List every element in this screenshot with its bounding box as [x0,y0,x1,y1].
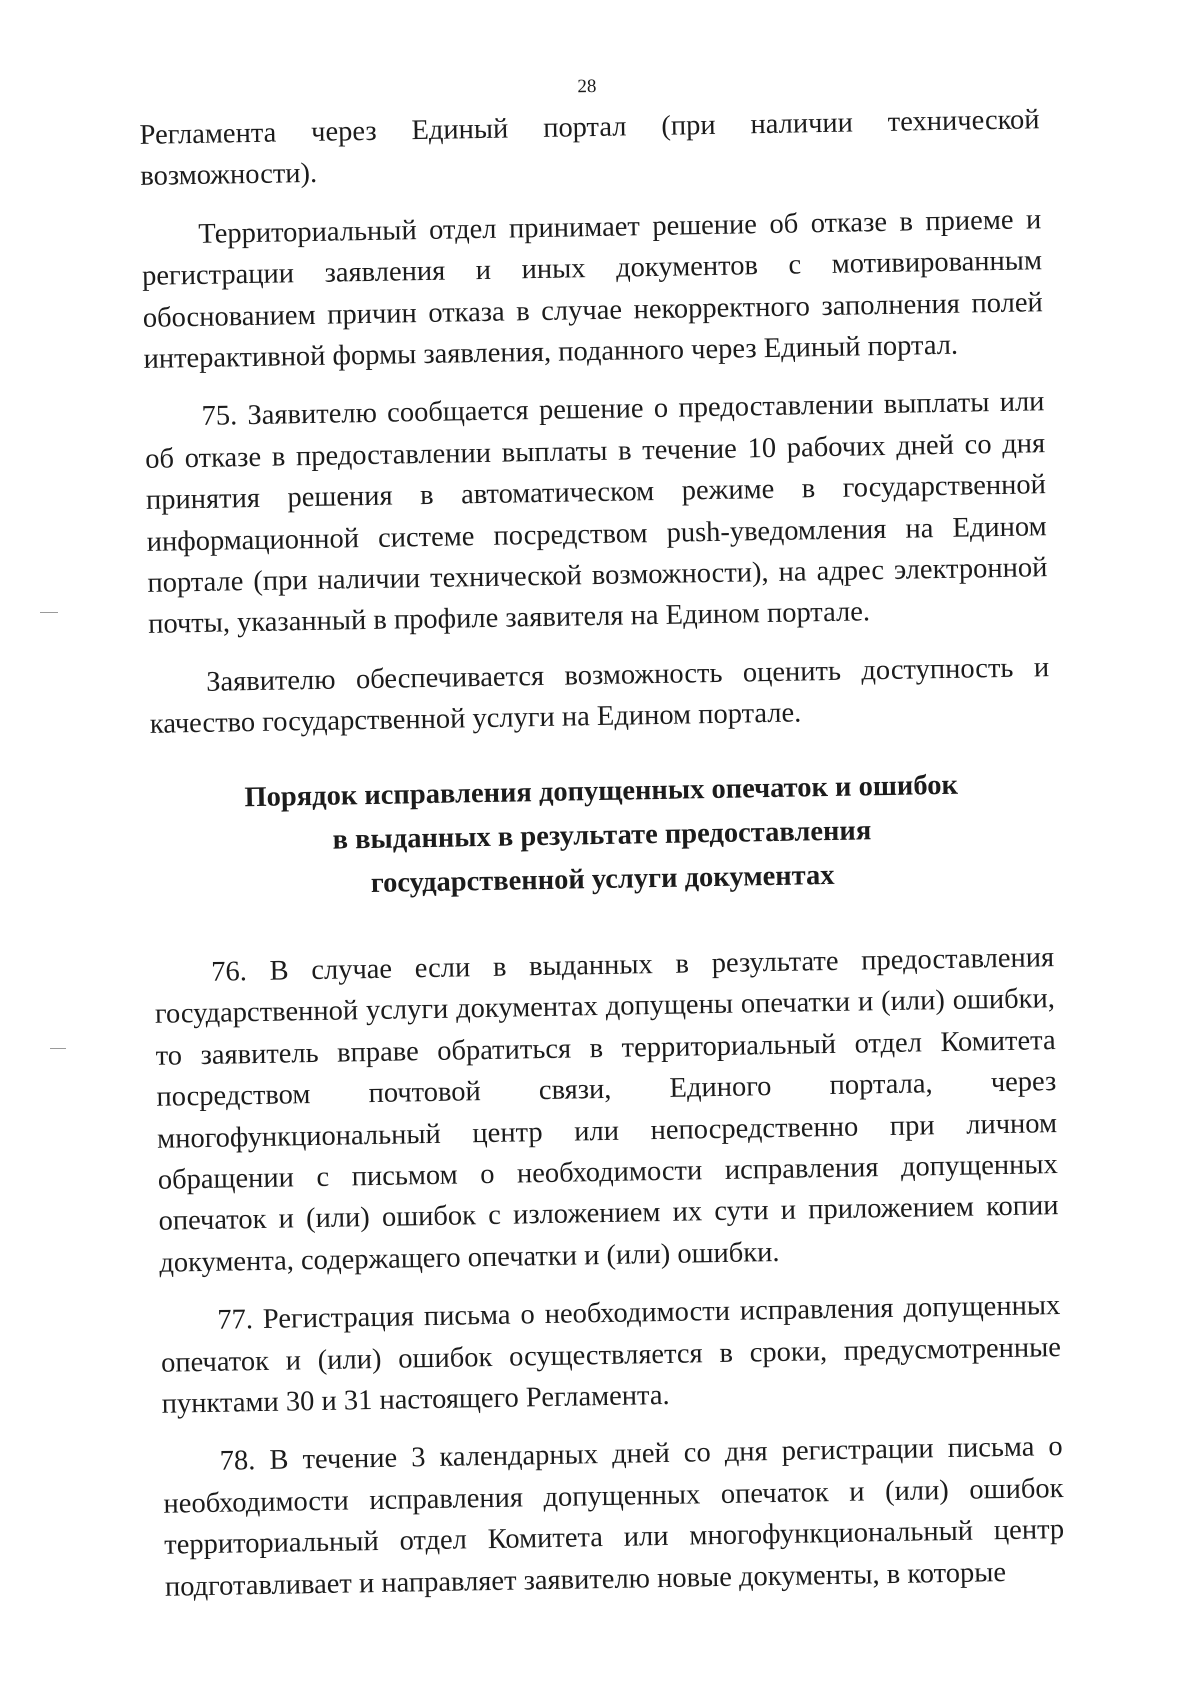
paragraph: 75. Заявителю сообщается решение о предоставлении выплаты или об отказе в предоставлении выплаты в течение 10 рабочих дней со дня принятия решения в автоматическом режиме в государственной информационной системе посредством push-уведомления на Едином портале (при наличии технической возможности), на адрес электронной почты, указанный в профиле заявителя на Едином портале. [145,386,1048,641]
paragraph: Территориальный отдел принимает решение об отказе в приеме и регистрации заявления и иных документов с мотивированным обоснованием причин отказа в случае некорректного заполнения полей интерактивной формы заявления, поданного через Единый портал. [141,204,1043,375]
scan-mark [50,1048,66,1049]
paragraph: 76. В случае если в выданных в результате предоставления государственной услуги документах допущены опечатки и (или) ошибки, то заявитель вправе обратиться в территориальный отдел Комитета посредством почтовой связи, Единого портала, через многофункциональный центр или непосредственно при личном обращении с письмом о необходимости исправления допущенных опечаток и (или) ошибок с изложением их сути и приложением копии документа, содержащего опечатки и (или) ошибки. [154,942,1059,1279]
paragraph: Регламента через Единый портал (при наличии технической возможности). [139,104,1040,193]
paragraph: Заявителю обеспечивается возможность оценить доступность и качество государственной услуги на Едином портале. [149,652,1050,741]
text-block-before-heading [139,99,1050,745]
text-block-after-heading [154,937,1065,1608]
paragraph: 77. Регистрация письма о необходимости исправления допущенных опечаток и (или) ошибок осуществляется в сроки, предусмотренные пунктами 30 и 31 настоящего Регламента. [160,1290,1062,1420]
section-heading-line: Порядок исправления допущенных опечаток и ошибок [244,769,959,814]
scan-mark [40,612,58,613]
section-heading [151,762,1053,910]
page-number: 28 [577,75,597,98]
section-heading-line: государственной услуги документах [370,859,835,900]
paragraph: 78. В течение 3 календарных дней со дня регистрации письма о необходимости исправления допущенных опечаток и (или) ошибок территориальный отдел Комитета или многофункциональный центр подготавливает и направляет заявителю новые документы, в которые [163,1431,1065,1603]
section-heading-line: в выданных в результате предоставления [332,815,872,856]
